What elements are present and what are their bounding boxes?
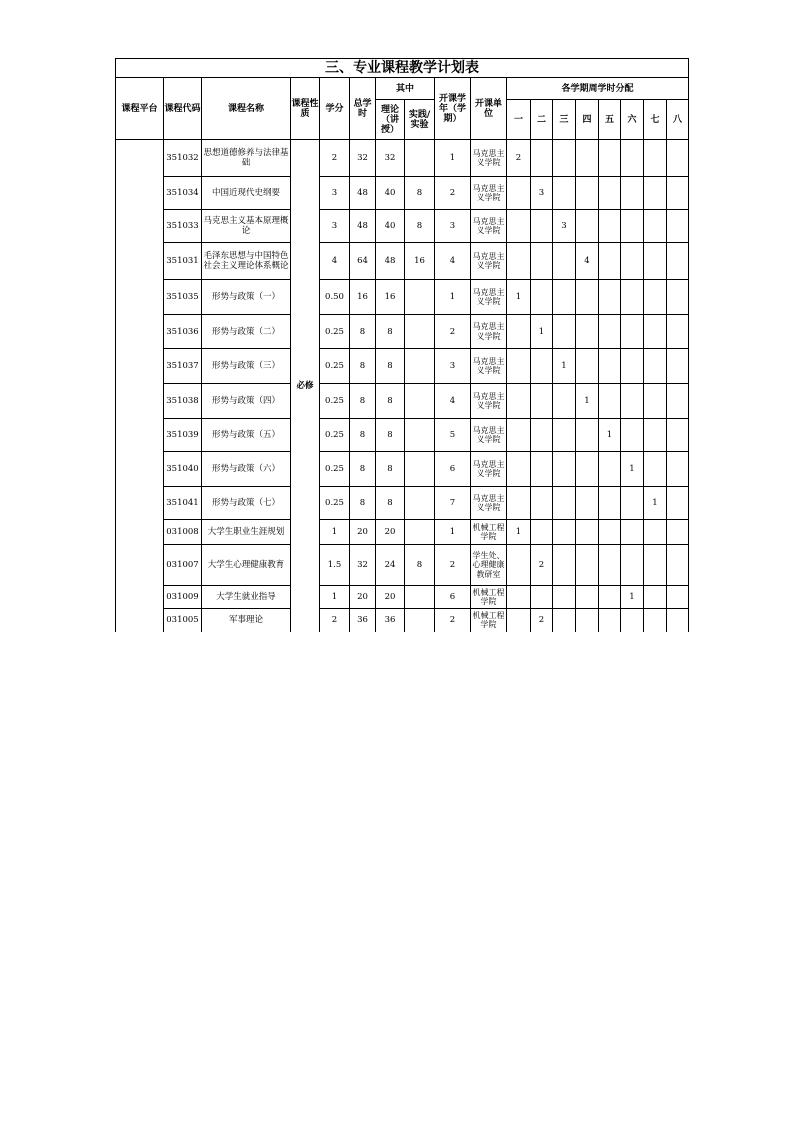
term-8-hours [667,384,689,419]
term-2-hours: 2 [531,545,553,586]
semester: 1 [435,140,471,177]
term-4-hours [576,520,599,545]
term-5-hours [599,315,621,349]
term-4-hours [576,586,599,609]
term-2-hours [531,586,553,609]
term-8-hours [667,586,689,609]
header-practice: 实践/实验 [405,100,435,140]
semester: 1 [435,520,471,545]
term-5-hours [599,609,621,632]
semester: 3 [435,210,471,243]
course-code: 351037 [164,349,202,384]
term-7-hours [644,177,667,210]
term-1-hours [507,452,531,487]
term-4-hours [576,177,599,210]
course-code: 031007 [164,545,202,586]
term-1-hours [507,210,531,243]
practice-hours [405,280,435,315]
header-term-5: 五 [599,100,621,140]
header-nature: 课程性质 [291,78,320,140]
credit: 2 [320,140,350,177]
term-7-hours [644,349,667,384]
course-name: 中国近现代史纲要 [202,177,291,210]
term-3-hours [553,545,576,586]
practice-hours [405,140,435,177]
term-3-hours [553,520,576,545]
total-hours: 32 [350,545,376,586]
table-row [116,349,689,384]
term-1-hours: 1 [507,520,531,545]
term-2-hours [531,280,553,315]
header-term-3: 三 [553,100,576,140]
header-credit: 学分 [320,78,350,140]
theory-hours: 48 [376,243,405,280]
term-4-hours [576,210,599,243]
theory-hours: 40 [376,210,405,243]
term-6-hours [621,177,644,210]
department: 马克思主义学院 [471,487,507,520]
term-3-hours: 3 [553,210,576,243]
term-1-hours [507,487,531,520]
course-code: 351040 [164,452,202,487]
term-2-hours [531,243,553,280]
credit: 0.25 [320,349,350,384]
term-8-hours [667,243,689,280]
total-hours: 48 [350,177,376,210]
department: 马克思主义学院 [471,280,507,315]
table-title: 三、专业课程教学计划表 [116,59,689,78]
theory-hours: 32 [376,140,405,177]
term-6-hours [621,487,644,520]
term-1-hours [507,349,531,384]
table-row [116,280,689,315]
total-hours: 20 [350,586,376,609]
term-7-hours [644,384,667,419]
term-2-hours: 2 [531,609,553,632]
table-row [116,384,689,419]
total-hours: 8 [350,419,376,452]
credit: 1.5 [320,545,350,586]
term-6-hours [621,243,644,280]
practice-hours [405,452,435,487]
term-3-hours [553,487,576,520]
total-hours: 48 [350,210,376,243]
term-2-hours [531,419,553,452]
practice-hours [405,520,435,545]
semester: 4 [435,243,471,280]
practice-hours [405,384,435,419]
course-code: 351034 [164,177,202,210]
table-row [116,586,689,609]
term-3-hours [553,384,576,419]
term-5-hours [599,520,621,545]
term-8-hours [667,487,689,520]
course-name: 形势与政策（五） [202,419,291,452]
term-8-hours [667,452,689,487]
course-name: 形势与政策（四） [202,384,291,419]
course-code: 031008 [164,520,202,545]
header-platform: 课程平台 [116,78,164,140]
course-name: 大学生心理健康教育 [202,545,291,586]
term-4-hours [576,419,599,452]
department: 机械工程学院 [471,609,507,632]
header-term-8: 八 [667,100,689,140]
term-7-hours [644,586,667,609]
credit: 0.50 [320,280,350,315]
course-code: 351035 [164,280,202,315]
term-6-hours [621,384,644,419]
term-8-hours [667,609,689,632]
term-3-hours [553,452,576,487]
term-8-hours [667,520,689,545]
term-8-hours [667,315,689,349]
term-1-hours [507,545,531,586]
term-4-hours [576,487,599,520]
credit: 0.25 [320,315,350,349]
term-8-hours [667,349,689,384]
credit: 3 [320,177,350,210]
theory-hours: 8 [376,452,405,487]
term-4-hours [576,545,599,586]
term-3-hours [553,280,576,315]
term-3-hours [553,315,576,349]
course-plan-table [115,58,689,632]
header-term-7: 七 [644,100,667,140]
term-2-hours: 1 [531,315,553,349]
credit: 1 [320,520,350,545]
theory-hours: 20 [376,520,405,545]
practice-hours: 8 [405,545,435,586]
course-name: 形势与政策（一） [202,280,291,315]
credit: 1 [320,586,350,609]
practice-hours [405,609,435,632]
term-4-hours [576,315,599,349]
term-4-hours [576,140,599,177]
term-4-hours [576,349,599,384]
term-3-hours: 1 [553,349,576,384]
term-3-hours [553,140,576,177]
course-code: 351039 [164,419,202,452]
course-code: 351038 [164,384,202,419]
term-2-hours: 3 [531,177,553,210]
credit: 0.25 [320,452,350,487]
table-row [116,177,689,210]
term-8-hours [667,177,689,210]
total-hours: 64 [350,243,376,280]
header-code: 课程代码 [164,78,202,140]
theory-hours: 8 [376,349,405,384]
department: 马克思主义学院 [471,349,507,384]
credit: 4 [320,243,350,280]
term-7-hours [644,243,667,280]
department: 马克思主义学院 [471,452,507,487]
platform-cell [116,140,164,632]
theory-hours: 24 [376,545,405,586]
course-code: 031009 [164,586,202,609]
term-6-hours [621,280,644,315]
term-1-hours [507,384,531,419]
semester: 1 [435,280,471,315]
theory-hours: 8 [376,487,405,520]
term-5-hours [599,177,621,210]
total-hours: 36 [350,609,376,632]
term-1-hours [507,243,531,280]
course-name: 形势与政策（二） [202,315,291,349]
term-5-hours [599,210,621,243]
header-theory: 理论（讲授） [376,100,405,140]
department: 马克思主义学院 [471,315,507,349]
term-6-hours [621,315,644,349]
term-4-hours [576,280,599,315]
theory-hours: 8 [376,384,405,419]
total-hours: 8 [350,349,376,384]
term-7-hours: 1 [644,487,667,520]
credit: 0.25 [320,419,350,452]
term-3-hours [553,243,576,280]
total-hours: 8 [350,384,376,419]
semester: 6 [435,586,471,609]
term-1-hours [507,315,531,349]
term-8-hours [667,545,689,586]
term-7-hours [644,315,667,349]
term-8-hours [667,280,689,315]
department: 机械工程学院 [471,520,507,545]
practice-hours [405,419,435,452]
header-weekly-hours: 各学期周学时分配 [507,78,689,100]
term-5-hours [599,349,621,384]
department: 马克思主义学院 [471,177,507,210]
term-8-hours [667,419,689,452]
theory-hours: 8 [376,315,405,349]
practice-hours [405,349,435,384]
credit: 3 [320,210,350,243]
header-semester: 开课学年（学期） [435,78,471,140]
course-nature: 必修 [291,140,320,632]
table-row [116,520,689,545]
theory-hours: 16 [376,280,405,315]
department: 马克思主义学院 [471,419,507,452]
term-5-hours [599,384,621,419]
department: 马克思主义学院 [471,210,507,243]
course-code: 351031 [164,243,202,280]
theory-hours: 8 [376,419,405,452]
term-2-hours [531,140,553,177]
term-5-hours [599,586,621,609]
theory-hours: 20 [376,586,405,609]
term-1-hours [507,609,531,632]
course-name: 马克思主义基本原理概论 [202,210,291,243]
header-name: 课程名称 [202,78,291,140]
term-1-hours: 2 [507,140,531,177]
term-5-hours [599,545,621,586]
term-5-hours [599,452,621,487]
term-6-hours [621,140,644,177]
term-1-hours: 1 [507,280,531,315]
course-code: 351032 [164,140,202,177]
term-6-hours [621,545,644,586]
term-3-hours [553,419,576,452]
term-2-hours [531,520,553,545]
department: 机械工程学院 [471,586,507,609]
table-row [116,609,689,632]
term-2-hours [531,384,553,419]
total-hours: 20 [350,520,376,545]
term-8-hours [667,140,689,177]
course-name: 大学生就业指导 [202,586,291,609]
term-8-hours [667,210,689,243]
table-row [116,545,689,586]
term-4-hours [576,452,599,487]
term-1-hours [507,177,531,210]
term-6-hours: 1 [621,586,644,609]
course-code: 351036 [164,315,202,349]
term-2-hours [531,349,553,384]
table-row [116,315,689,349]
term-7-hours [644,545,667,586]
term-2-hours [531,487,553,520]
term-6-hours [621,349,644,384]
term-7-hours [644,210,667,243]
practice-hours [405,487,435,520]
semester: 6 [435,452,471,487]
practice-hours: 8 [405,177,435,210]
department: 马克思主义学院 [471,243,507,280]
table-row [116,243,689,280]
department: 马克思主义学院 [471,140,507,177]
header-term-2: 二 [531,100,553,140]
semester: 3 [435,349,471,384]
credit: 0.25 [320,487,350,520]
table-row [116,487,689,520]
course-name: 大学生职业生涯规划 [202,520,291,545]
course-name: 军事理论 [202,609,291,632]
semester: 5 [435,419,471,452]
total-hours: 8 [350,487,376,520]
term-7-hours [644,280,667,315]
course-code: 351033 [164,210,202,243]
total-hours: 16 [350,280,376,315]
term-4-hours [576,609,599,632]
semester: 2 [435,177,471,210]
total-hours: 8 [350,315,376,349]
term-5-hours [599,280,621,315]
course-name: 思想道德修养与法律基础 [202,140,291,177]
semester: 7 [435,487,471,520]
term-2-hours [531,210,553,243]
term-5-hours [599,487,621,520]
table-row [116,210,689,243]
term-7-hours [644,452,667,487]
term-6-hours [621,520,644,545]
header-of-which: 其中 [376,78,435,100]
term-6-hours [621,609,644,632]
course-code: 351041 [164,487,202,520]
course-code: 031005 [164,609,202,632]
course-name: 形势与政策（三） [202,349,291,384]
term-7-hours [644,520,667,545]
term-1-hours [507,419,531,452]
term-1-hours [507,586,531,609]
term-7-hours [644,419,667,452]
semester: 2 [435,315,471,349]
department: 马克思主义学院 [471,384,507,419]
department: 学生处、心理健康教研室 [471,545,507,586]
header-term-6: 六 [621,100,644,140]
term-4-hours: 1 [576,384,599,419]
term-5-hours [599,243,621,280]
total-hours: 32 [350,140,376,177]
term-4-hours: 4 [576,243,599,280]
term-6-hours [621,210,644,243]
practice-hours [405,586,435,609]
course-name: 毛泽东思想与中国特色社会主义理论体系概论 [202,243,291,280]
table-row [116,140,689,177]
term-5-hours [599,140,621,177]
term-3-hours [553,586,576,609]
term-7-hours [644,140,667,177]
term-2-hours [531,452,553,487]
credit: 2 [320,609,350,632]
header-term-4: 四 [576,100,599,140]
term-6-hours: 1 [621,452,644,487]
practice-hours [405,315,435,349]
semester: 4 [435,384,471,419]
course-name: 形势与政策（七） [202,487,291,520]
theory-hours: 36 [376,609,405,632]
term-6-hours [621,419,644,452]
course-name: 形势与政策（六） [202,452,291,487]
semester: 2 [435,609,471,632]
term-3-hours [553,609,576,632]
theory-hours: 40 [376,177,405,210]
credit: 0.25 [320,384,350,419]
table-row [116,419,689,452]
total-hours: 8 [350,452,376,487]
table-row [116,452,689,487]
term-3-hours [553,177,576,210]
term-5-hours: 1 [599,419,621,452]
semester: 2 [435,545,471,586]
practice-hours: 8 [405,210,435,243]
term-7-hours [644,609,667,632]
header-total-hours: 总学时 [350,78,376,140]
header-dept: 开课单位 [471,78,507,140]
practice-hours: 16 [405,243,435,280]
header-term-1: 一 [507,100,531,140]
